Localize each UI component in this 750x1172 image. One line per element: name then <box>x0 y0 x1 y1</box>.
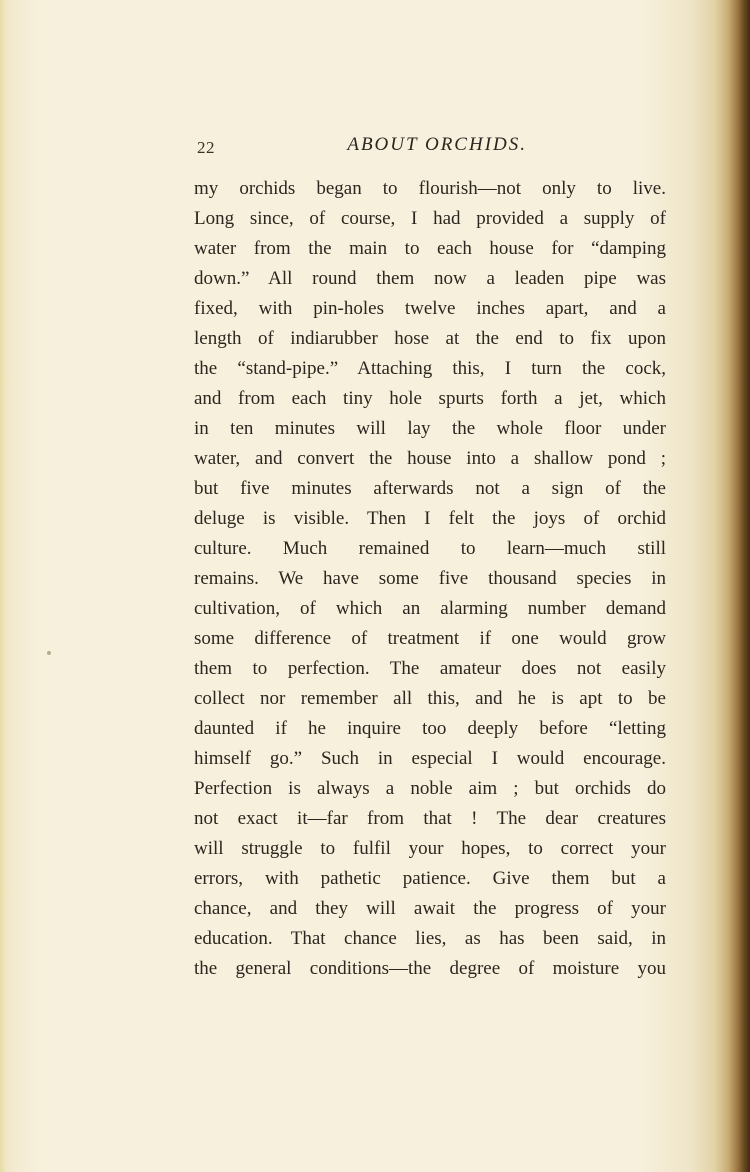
text-line: collect nor remember all this, and he is apt to be <box>194 688 666 709</box>
text-line: daunted if he inquire too deeply before “letting <box>194 718 666 739</box>
text-line: but five minutes afterwards not a sign of the <box>194 478 666 499</box>
text-line: education. That chance lies, as has been said, in <box>194 928 666 949</box>
text-line: fixed, with pin-holes twelve inches apart, and a <box>194 298 666 319</box>
text-line: some difference of treatment if one would grow <box>194 628 666 649</box>
text-line: will struggle to fulfil your hopes, to correct your <box>194 838 666 859</box>
text-line: not exact it—far from that ! The dear creatures <box>194 808 666 829</box>
text-line: and from each tiny hole spurts forth a jet, which <box>194 388 666 409</box>
text-line: cultivation, of which an alarming number demand <box>194 598 666 619</box>
text-line: deluge is visible. Then I felt the joys of orchid <box>194 508 666 529</box>
text-line: down.” All round them now a leaden pipe was <box>194 268 666 289</box>
paper-speck <box>47 651 51 655</box>
text-line: Long since, of course, I had provided a supply of <box>194 208 666 229</box>
text-line: Perfection is always a noble aim ; but orchids do <box>194 778 666 799</box>
body-text <box>194 174 666 984</box>
text-line: culture. Much remained to learn—much still <box>194 538 666 559</box>
text-line: chance, and they will await the progress of your <box>194 898 666 919</box>
text-line: length of indiarubber hose at the end to fix upon <box>194 328 666 349</box>
text-line: in ten minutes will lay the whole floor under <box>194 418 666 439</box>
text-line: water from the main to each house for “damping <box>194 238 666 259</box>
text-line: water, and convert the house into a shallow pond ; <box>194 448 666 469</box>
text-line: errors, with pathetic patience. Give them but a <box>194 868 666 889</box>
text-line: remains. We have some five thousand species in <box>194 568 666 589</box>
running-title: ABOUT ORCHIDS. <box>347 134 527 155</box>
text-line: the “stand-pipe.” Attaching this, I turn the cock, <box>194 358 666 379</box>
text-line: himself go.” Such in especial I would encourage. <box>194 748 666 769</box>
text-line: them to perfection. The amateur does not easily <box>194 658 666 679</box>
page-header <box>197 134 527 164</box>
text-line: the general conditions—the degree of moisture you <box>194 958 666 979</box>
text-line: my orchids began to flourish—not only to live. <box>194 178 666 199</box>
page-number: 22 <box>197 138 215 157</box>
